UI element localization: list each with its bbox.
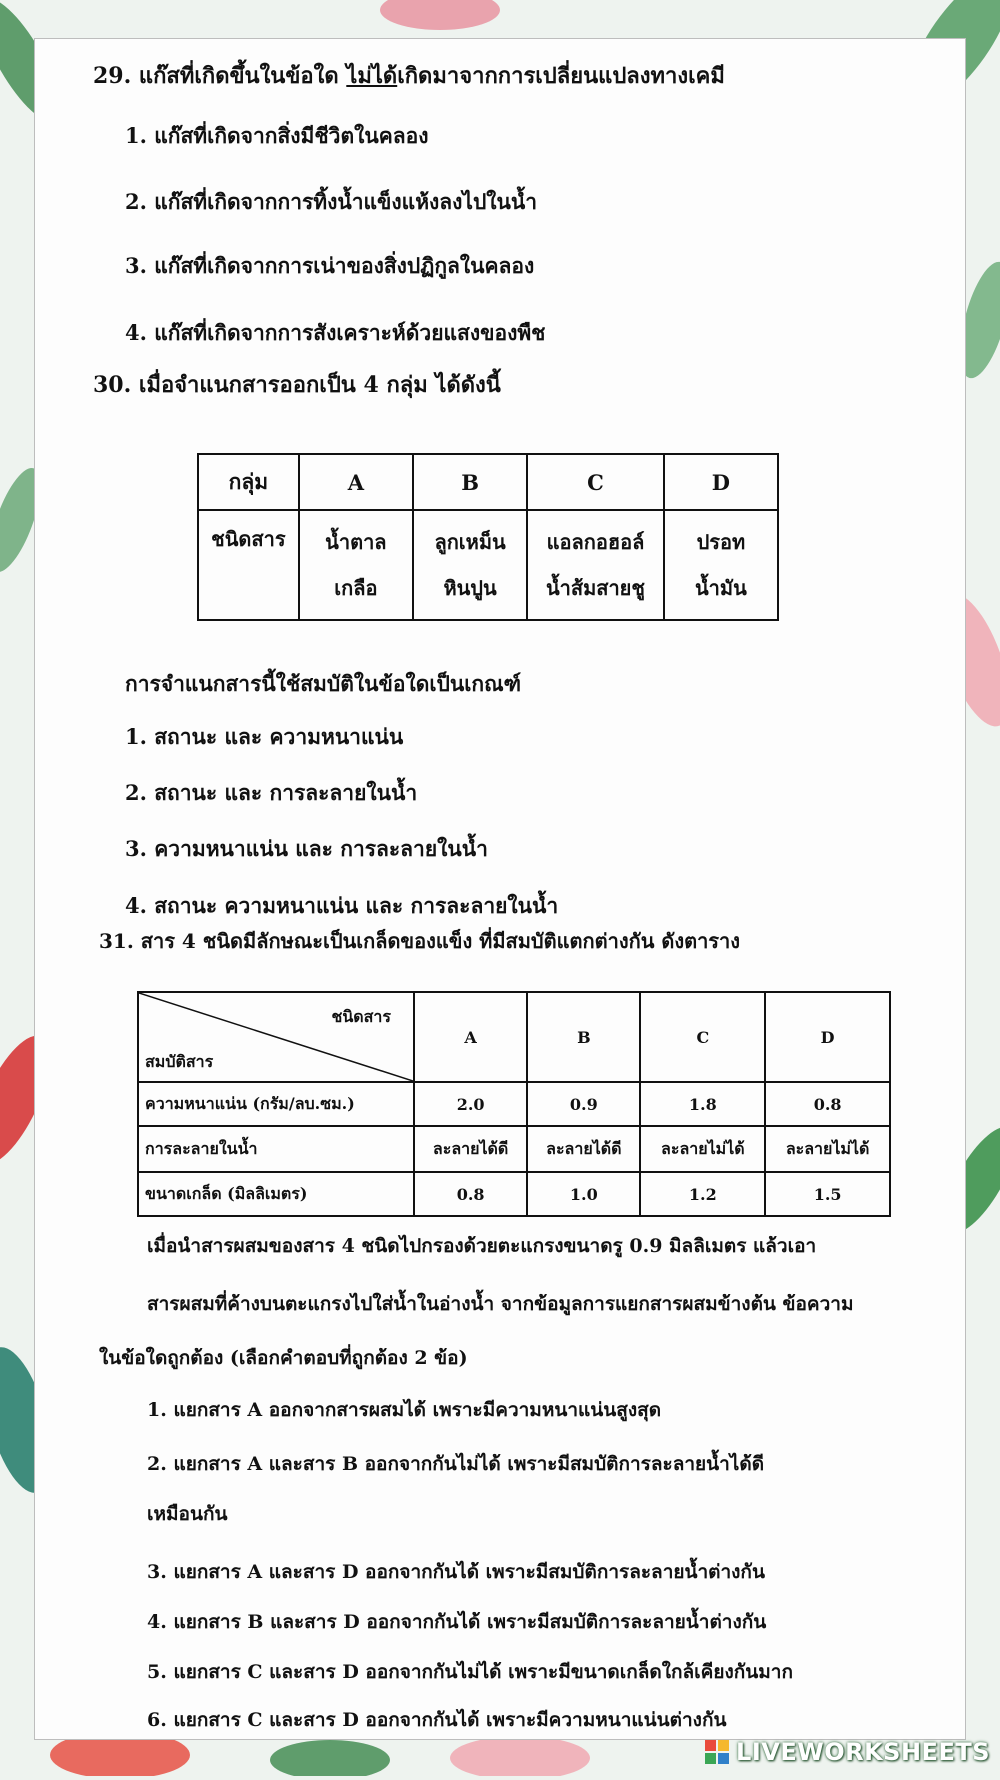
q31-paragraph-line-3: ในข้อใดถูกต้อง (เลือกคำตอบที่ถูกต้อง 2 ข้อ)	[99, 1347, 468, 1369]
table-header-cell: D	[765, 992, 890, 1082]
table-cell: 1.2	[640, 1172, 765, 1216]
row-label: การละลายในน้ำ	[138, 1126, 414, 1172]
q31-option-1[interactable]: 1. แยกสาร A ออกจากสารผสมได้ เพราะมีความหนาแน่นสูงสุด	[147, 1399, 662, 1421]
table-header-cell: C	[640, 992, 765, 1082]
table-header-cell: B	[527, 992, 640, 1082]
q30-option-4[interactable]: 4. สถานะ ความหนาแน่น และ การละลายในน้ำ	[125, 893, 559, 918]
table-cell: 2.0	[414, 1082, 527, 1126]
corner-top-label: ชนิดสาร	[331, 1007, 391, 1026]
q30-group-table	[197, 453, 779, 621]
question-30: 30. เมื่อจำแนกสารออกเป็น 4 กลุ่ม ได้ดังนี้	[93, 372, 501, 398]
q31-option-2-continued: เหมือนกัน	[147, 1503, 228, 1525]
table-header-cell: D	[664, 454, 778, 510]
table-header-cell: C	[527, 454, 664, 510]
footer-brand-text: LIVEWORKSHEETS	[736, 1738, 990, 1766]
q31-option-3[interactable]: 3. แยกสาร A และสาร D ออกจากกันได้ เพราะมีสมบัติการละลายน้ำต่างกัน	[147, 1561, 765, 1583]
q29-option-1[interactable]: 1. แก๊สที่เกิดจากสิ่งมีชีวิตในคลอง	[125, 123, 429, 148]
table-cell: 0.9	[527, 1082, 640, 1126]
liveworksheets-footer[interactable]	[704, 1738, 990, 1766]
q29-option-3[interactable]: 3. แก๊สที่เกิดจากการเน่าของสิ่งปฏิกูลในคลอง	[125, 253, 535, 278]
q31-option-6[interactable]: 6. แยกสาร C และสาร D ออกจากกันได้ เพราะมีความหนาแน่นต่างกัน	[147, 1709, 727, 1731]
row-label: ชนิดสาร	[198, 510, 299, 620]
q29-option-2[interactable]: 2. แก๊สที่เกิดจากการทิ้งน้ำแข็งแห้งลงไปในน้ำ	[125, 189, 538, 214]
table-cell: ละลายได้ดี	[414, 1126, 527, 1172]
q30-option-2[interactable]: 2. สถานะ และ การละลายในน้ำ	[125, 780, 418, 805]
worksheet-page	[34, 38, 966, 1740]
q31-option-5[interactable]: 5. แยกสาร C และสาร D ออกจากกันไม่ได้ เพราะมีขนาดเกล็ดใกล้เคียงกันมาก	[147, 1661, 793, 1683]
q31-option-2[interactable]: 2. แยกสาร A และสาร B ออกจากกันไม่ได้ เพราะมีสมบัติการละลายน้ำได้ดี	[147, 1453, 765, 1475]
table-cell: ละลายไม่ได้	[640, 1126, 765, 1172]
q30-option-1[interactable]: 1. สถานะ และ ความหนาแน่น	[125, 724, 404, 749]
table-corner-cell	[138, 992, 414, 1082]
liveworksheets-logo-icon	[704, 1739, 730, 1765]
table-cell: ปรอท น้ำมัน	[664, 510, 778, 620]
q31-paragraph-line-2: สารผสมที่ค้างบนตะแกรงไปใส่น้ำในอ่างน้ำ จากข้อมูลการแยกสารผสมข้างต้น ข้อความ	[147, 1293, 854, 1315]
table-cell: 0.8	[765, 1082, 890, 1126]
table-header-cell: B	[413, 454, 527, 510]
row-label: ความหนาแน่น (กรัม/ลบ.ซม.)	[138, 1082, 414, 1126]
corner-bottom-label: สมบัติสาร	[145, 1052, 214, 1071]
table-header-cell: A	[414, 992, 527, 1082]
table-cell: 0.8	[414, 1172, 527, 1216]
table-cell: ลูกเหม็น หินปูน	[413, 510, 527, 620]
q30-option-3[interactable]: 3. ความหนาแน่น และ การละลายในน้ำ	[125, 836, 488, 861]
q31-property-table	[137, 991, 891, 1217]
q29-option-4[interactable]: 4. แก๊สที่เกิดจากการสังเคราะห์ด้วยแสงของพืช	[125, 320, 546, 345]
q31-option-4[interactable]: 4. แยกสาร B และสาร D ออกจากกันได้ เพราะมีสมบัติการละลายน้ำต่างกัน	[147, 1611, 767, 1633]
table-header-cell: A	[299, 454, 413, 510]
table-cell: แอลกอฮอล์ น้ำส้มสายชู	[527, 510, 664, 620]
table-cell: 1.5	[765, 1172, 890, 1216]
table-header-cell: กลุ่ม	[198, 454, 299, 510]
question-29: 29. แก๊สที่เกิดขึ้นในข้อใด ไม่ได้เกิดมาจากการเปลี่ยนแปลงทางเคมี	[93, 63, 725, 89]
table-cell: 1.8	[640, 1082, 765, 1126]
table-cell: 1.0	[527, 1172, 640, 1216]
table-cell: ละลายไม่ได้	[765, 1126, 890, 1172]
table-cell: น้ำตาล เกลือ	[299, 510, 413, 620]
row-label: ขนาดเกล็ด (มิลลิเมตร)	[138, 1172, 414, 1216]
table-cell: ละลายได้ดี	[527, 1126, 640, 1172]
q30-prompt: การจำแนกสารนี้ใช้สมบัติในข้อใดเป็นเกณฑ์	[125, 671, 522, 696]
q31-paragraph-line-1: เมื่อนำสารผสมของสาร 4 ชนิดไปกรองด้วยตะแกรงขนาดรู 0.9 มิลลิเมตร แล้วเอา	[147, 1235, 817, 1257]
question-31: 31. สาร 4 ชนิดมีลักษณะเป็นเกล็ดของแข็ง ที่มีสมบัติแตกต่างกัน ดังตาราง	[99, 929, 741, 953]
